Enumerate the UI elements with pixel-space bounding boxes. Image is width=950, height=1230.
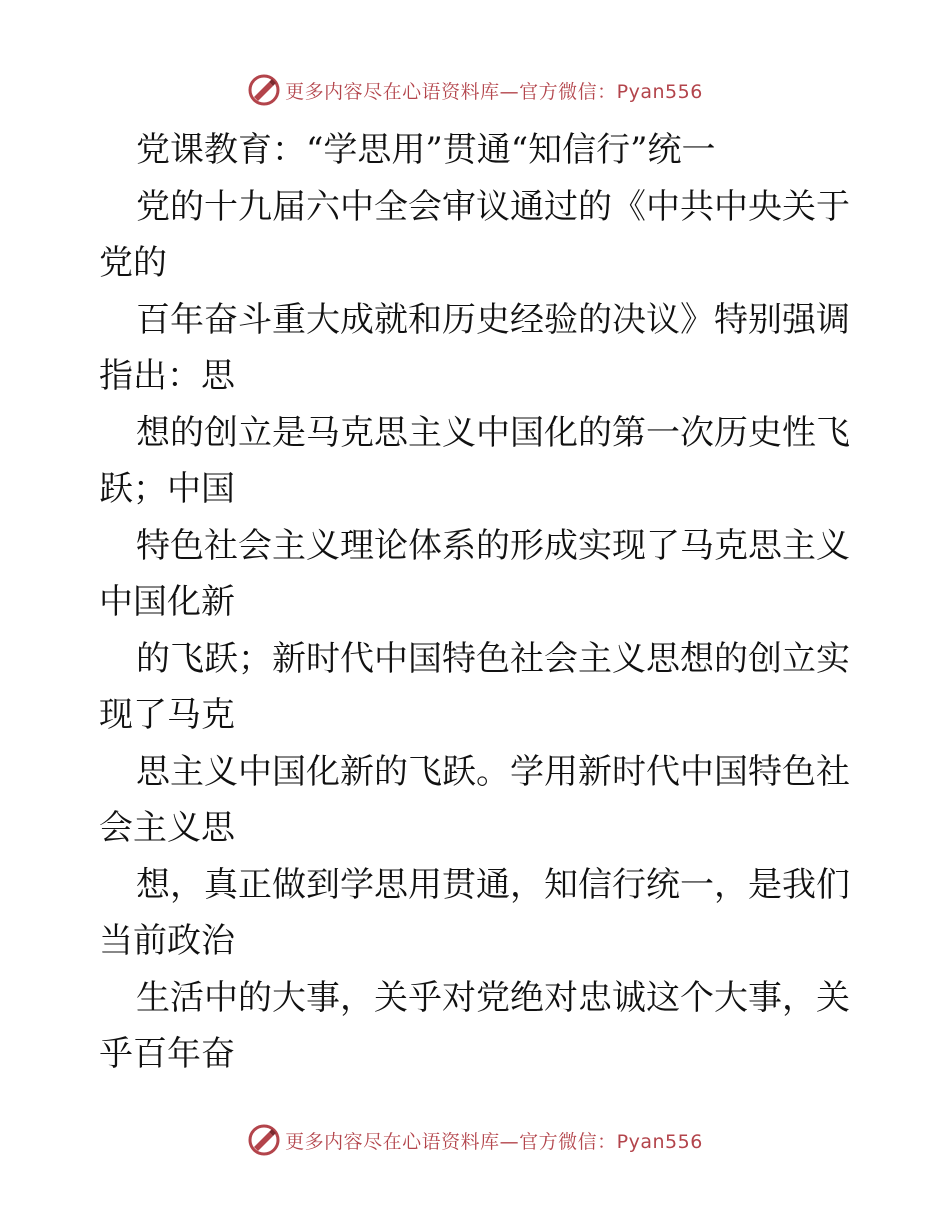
text-line: 指出：思 [99,356,235,396]
watermark-text: 更多内容尽在心语资料库—官方微信：Pyan556 [285,1130,703,1153]
text-line: 生活中的大事，关乎对党绝对忠诚这个大事，关 [136,977,850,1018]
text-line: 党的十九届六中全会审议通过的《中共中央关于 [136,186,850,227]
document-body [99,122,859,1083]
footer-watermark [0,1120,950,1160]
paragraph [99,405,859,518]
text-line: 中国化新 [99,582,235,622]
text-line: 党的 [99,243,167,283]
text-line: 百年奋斗重大成就和历史经验的决议》特别强调 [136,299,850,340]
text-line: 党课教育：“学思用”贯通“知信行”统一 [136,130,716,170]
paragraph [99,970,859,1083]
watermark-text: 更多内容尽在心语资料库—官方微信：Pyan556 [285,80,703,103]
text-line: 会主义思 [99,808,235,848]
paragraph [99,744,859,857]
paragraph [99,292,859,405]
text-line: 想的创立是马克思主义中国化的第一次历史性飞 [136,412,850,453]
text-line: 的飞跃；新时代中国特色社会主义思想的创立实 [136,638,850,679]
header-watermark [0,70,950,110]
paragraph [99,179,859,292]
text-line: 特色社会主义理论体系的形成实现了马克思主义 [136,525,850,566]
paragraph [99,631,859,744]
text-line: 当前政治 [99,921,235,961]
text-line: 想，真正做到学思用贯通，知信行统一，是我们 [136,864,850,905]
pen-logo-icon [247,73,281,107]
paragraph [99,518,859,631]
text-line: 跃；中国 [99,469,235,509]
text-line: 乎百年奋 [99,1034,235,1074]
text-line: 思主义中国化新的飞跃。学用新时代中国特色社 [136,751,850,792]
text-line: 现了马克 [99,695,235,735]
pen-logo-icon [247,1123,281,1157]
title-line [99,122,859,179]
paragraph [99,857,859,970]
